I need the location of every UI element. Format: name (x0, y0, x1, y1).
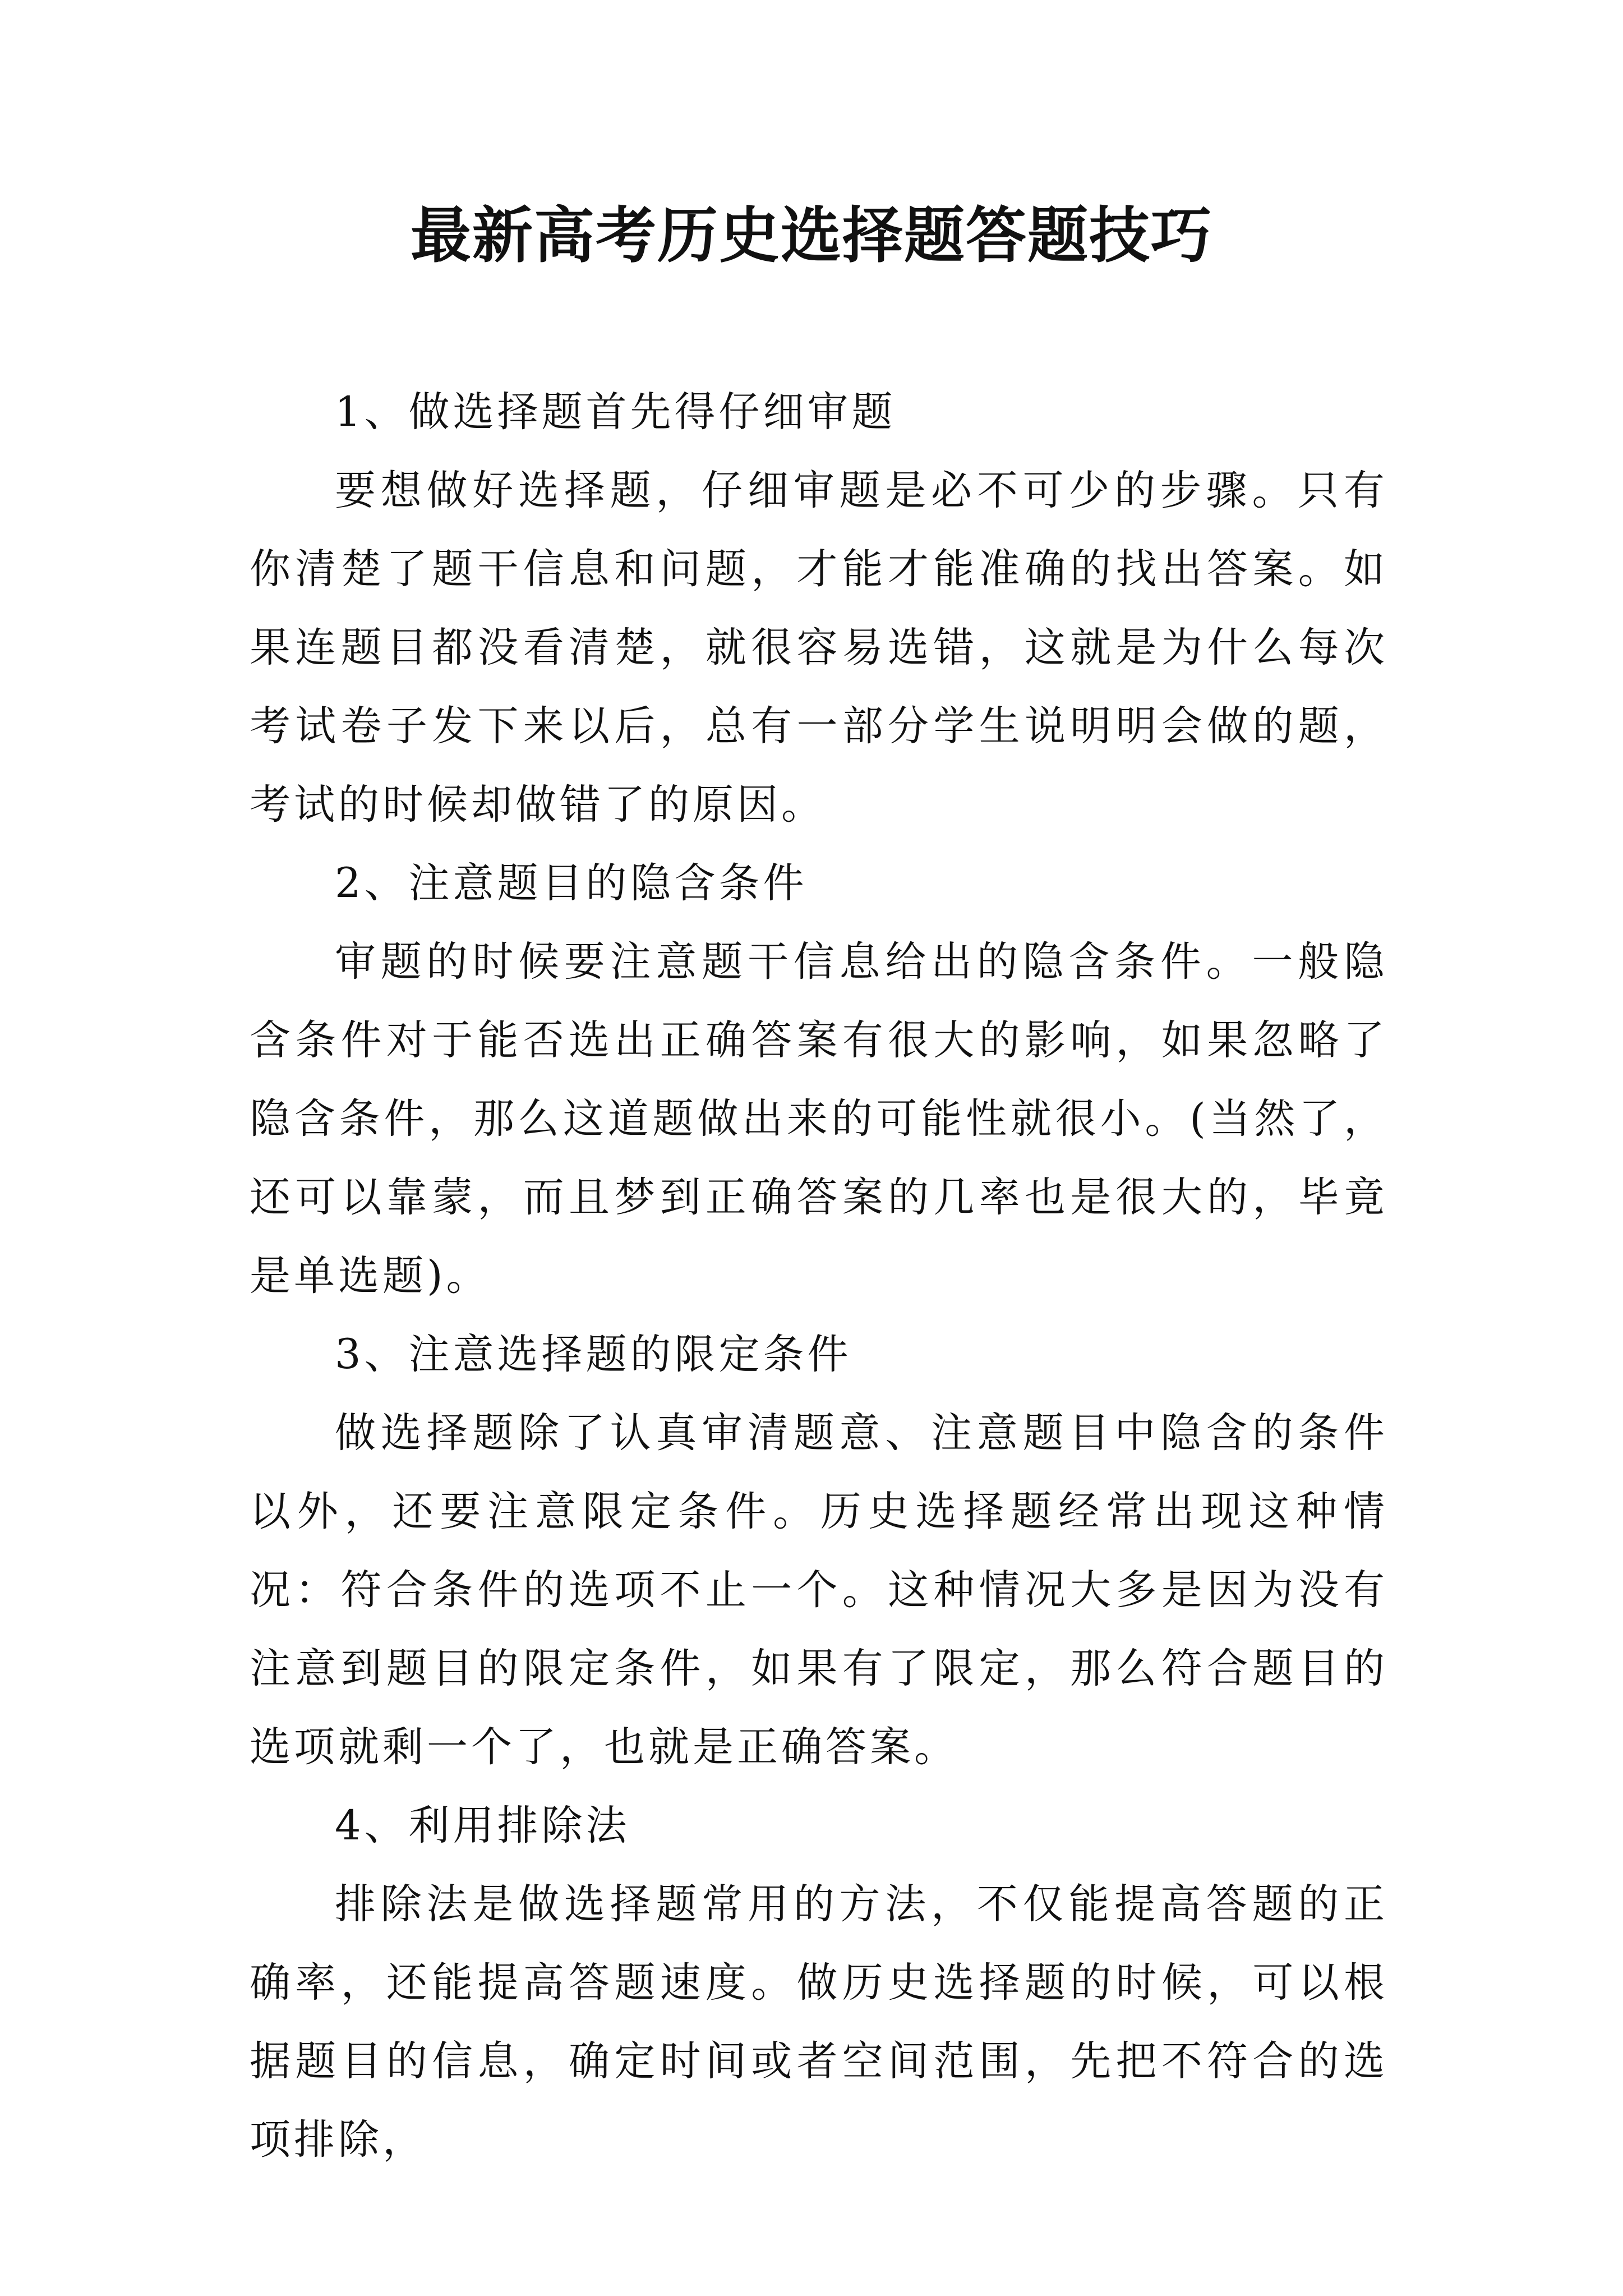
paragraph: 做选择题除了认真审清题意、注意题目中隐含的条件以外，还要注意限定条件。历史选择题经常出现这种情况：符合条件的选项不止一个。这种情况大多是因为没有注意到题目的限定条件，如果有了限定，那么符合题目的选项就剩一个了，也就是正确答案。 (250, 1409, 1388, 1771)
paragraph: 要想做好选择题，仔细审题是必不可少的步骤。只有你清楚了题干信息和问题，才能才能准确的找出答案。如果连题目都没看清楚，就很容易选错，这就是为什么每次考试卷子发下来以后，总有一部分学生说明明会做的题，考试的时候却做错了的原因。 (250, 467, 1388, 829)
paragraph: 审题的时候要注意题干信息给出的隐含条件。一般隐含条件对于能否选出正确答案有很大的影响，如果忽略了隐含条件，那么这道题做出来的可能性就很小。(当然了，还可以靠蒙，而且梦到正确答案的几率也是很大的，毕竟是单选题)。 (250, 938, 1388, 1300)
section-heading-1: 1、做选择题首先得仔细审题 (335, 388, 896, 436)
document-body (250, 373, 1388, 2179)
paragraph: 排除法是做选择题常用的方法，不仅能提高答题的正确率，还能提高答题速度。做历史选择题的时候，可以根据题目的信息，确定时间或者空间范围，先把不符合的选项排除， (250, 1880, 1388, 2164)
document-title: 最新高考历史选择题答题技巧 (410, 200, 1212, 271)
section-heading-3: 3、注意选择题的限定条件 (335, 1331, 852, 1378)
section-heading-4: 4、利用排除法 (335, 1802, 630, 1849)
section-heading-2: 2、注意题目的隐含条件 (335, 859, 808, 907)
